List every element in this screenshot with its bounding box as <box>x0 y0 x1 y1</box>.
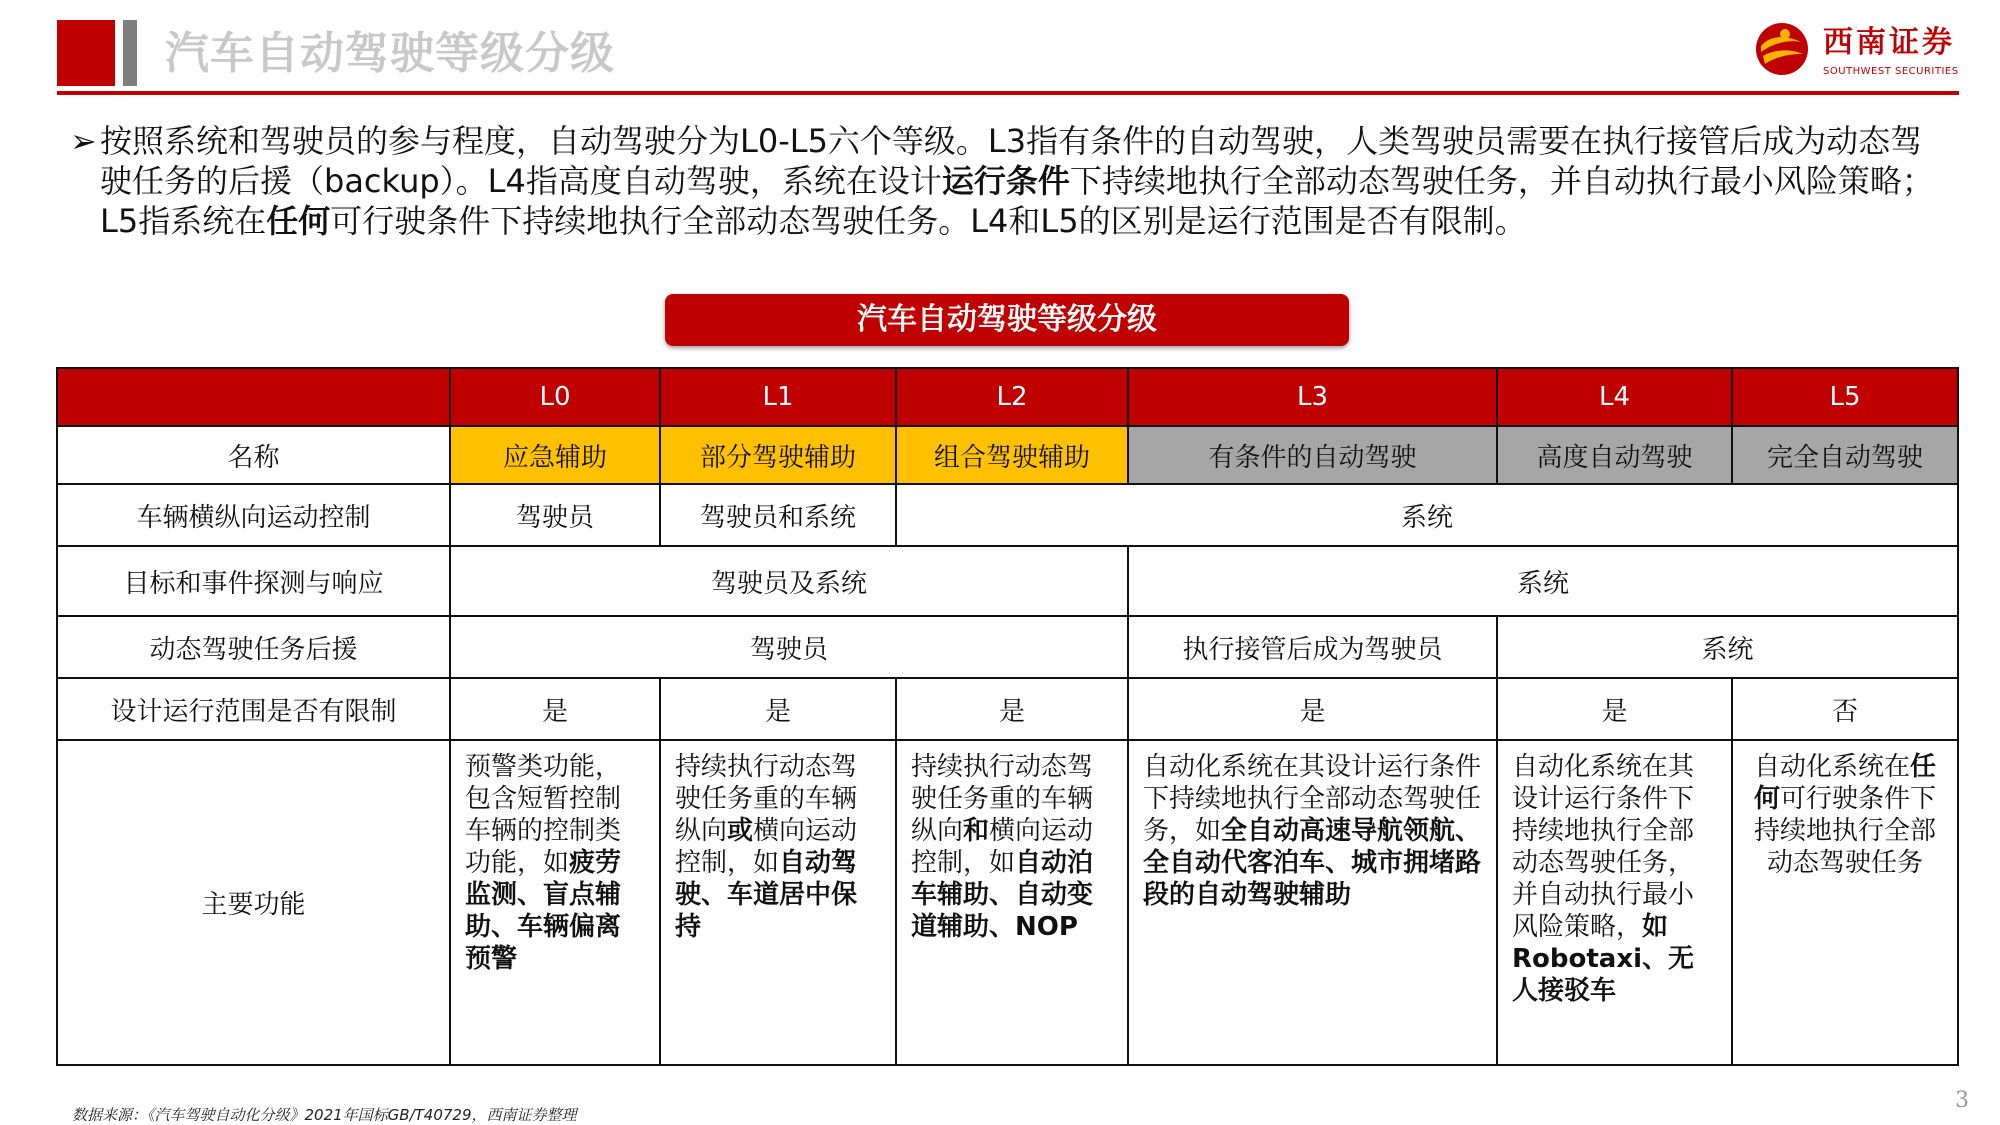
autonomy-levels-table <box>56 367 1959 1066</box>
intro-seg-2: 下持续地执行全部动态驾驶任务，并自动执行最小风险策略；L5指系统在 <box>100 162 1934 240</box>
header-divider <box>57 91 1959 95</box>
table-row-detect <box>57 546 1958 616</box>
header-grey-block <box>123 20 137 86</box>
limit-cell-l3: 是 <box>1128 678 1497 740</box>
row-label-limit: 设计运行范围是否有限制 <box>57 678 450 740</box>
fallback-cell-l0-l2: 驾驶员 <box>450 616 1128 678</box>
table-row-functions <box>57 740 1958 1065</box>
name-cell-l2: 组合驾驶辅助 <box>896 426 1128 484</box>
detect-cell-l0-l2: 驾驶员及系统 <box>450 546 1128 616</box>
company-logo <box>1755 22 1965 86</box>
control-cell-l1: 驾驶员和系统 <box>660 484 896 546</box>
limit-cell-l0: 是 <box>450 678 660 740</box>
logo-text-cn: 西南证券 <box>1823 25 1955 60</box>
page-title: 汽车自动驾驶等级分级 <box>165 28 615 79</box>
header-red-block <box>57 20 115 86</box>
table-row-fallback <box>57 616 1958 678</box>
row-label-control: 车辆横纵向运动控制 <box>57 484 450 546</box>
name-cell-l4: 高度自动驾驶 <box>1497 426 1732 484</box>
name-cell-l5: 完全自动驾驶 <box>1732 426 1958 484</box>
table-row-name <box>57 426 1958 484</box>
table-row-control <box>57 484 1958 546</box>
row-label-name: 名称 <box>57 426 450 484</box>
level-header-l3: L3 <box>1128 368 1497 426</box>
func-cell-l4: 自动化系统在其设计运行条件下持续地执行全部动态驾驶任务，并自动执行最小风险策略，如Robotaxi、无人接驳车 <box>1497 740 1732 1065</box>
intro-text <box>100 121 1950 241</box>
intro-paragraph <box>70 121 1950 241</box>
func-cell-l0: 预警类功能，包含短暂控制车辆的控制类功能，如疲劳监测、盲点辅助、车辆偏离预警 <box>450 740 660 1065</box>
intro-seg-1: 按照系统和驾驶员的参与程度，自动驾驶分为L0-L5六个等级。L3指有条件的自动驾驶，人类驾驶员需要在执行接管后成为动态驾驶任务的后援（backup）。L4指高度自动驾驶，系统在设计 <box>100 122 1923 200</box>
limit-cell-l5: 否 <box>1732 678 1958 740</box>
name-cell-l3: 有条件的自动驾驶 <box>1128 426 1497 484</box>
header-corner-cell <box>57 368 450 426</box>
intro-seg-3: 可行驶条件下持续地执行全部动态驾驶任务。L4和L5的区别是运行范围是否有限制。 <box>330 202 1527 240</box>
level-header-l1: L1 <box>660 368 896 426</box>
table-header-row <box>57 368 1958 426</box>
row-label-detect: 目标和事件探测与响应 <box>57 546 450 616</box>
limit-cell-l1: 是 <box>660 678 896 740</box>
fallback-cell-l4-l5: 系统 <box>1497 616 1958 678</box>
level-header-l2: L2 <box>896 368 1128 426</box>
control-cell-l2-l5: 系统 <box>896 484 1958 546</box>
level-header-l5: L5 <box>1732 368 1958 426</box>
source-note: 数据来源：《汽车驾驶自动化分级》2021年国标GB/T40729，西南证券整理 <box>72 1106 577 1124</box>
intro-bold-1: 运行条件 <box>941 162 1070 200</box>
logo-emblem-icon <box>1755 22 1809 76</box>
func-cell-l5: 自动化系统在任何可行驶条件下持续地执行全部动态驾驶任务 <box>1732 740 1958 1065</box>
table-title-banner: 汽车自动驾驶等级分级 <box>665 294 1349 346</box>
limit-cell-l2: 是 <box>896 678 1128 740</box>
limit-cell-l4: 是 <box>1497 678 1732 740</box>
bullet-arrow-icon: ➢ <box>70 122 97 160</box>
page-number: 3 <box>1955 1088 1969 1113</box>
logo-text-en: SOUTHWEST SECURITIES <box>1823 66 1959 77</box>
fallback-cell-l3: 执行接管后成为驾驶员 <box>1128 616 1497 678</box>
func-cell-l1: 持续执行动态驾驶任务重的车辆纵向或横向运动控制，如自动驾驶、车道居中保持 <box>660 740 896 1065</box>
name-cell-l1: 部分驾驶辅助 <box>660 426 896 484</box>
row-label-fallback: 动态驾驶任务后援 <box>57 616 450 678</box>
func-cell-l3: 自动化系统在其设计运行条件下持续地执行全部动态驾驶任务，如全自动高速导航领航、全自动代客泊车、城市拥堵路段的自动驾驶辅助 <box>1128 740 1497 1065</box>
table-row-limit <box>57 678 1958 740</box>
control-cell-l0: 驾驶员 <box>450 484 660 546</box>
level-header-l4: L4 <box>1497 368 1732 426</box>
level-header-l0: L0 <box>450 368 660 426</box>
name-cell-l0: 应急辅助 <box>450 426 660 484</box>
intro-bold-2: 任何 <box>266 202 331 240</box>
func-cell-l2: 持续执行动态驾驶任务重的车辆纵向和横向运动控制，如自动泊车辅助、自动变道辅助、NOP <box>896 740 1128 1065</box>
row-label-functions: 主要功能 <box>57 740 450 1065</box>
detect-cell-l3-l5: 系统 <box>1128 546 1958 616</box>
